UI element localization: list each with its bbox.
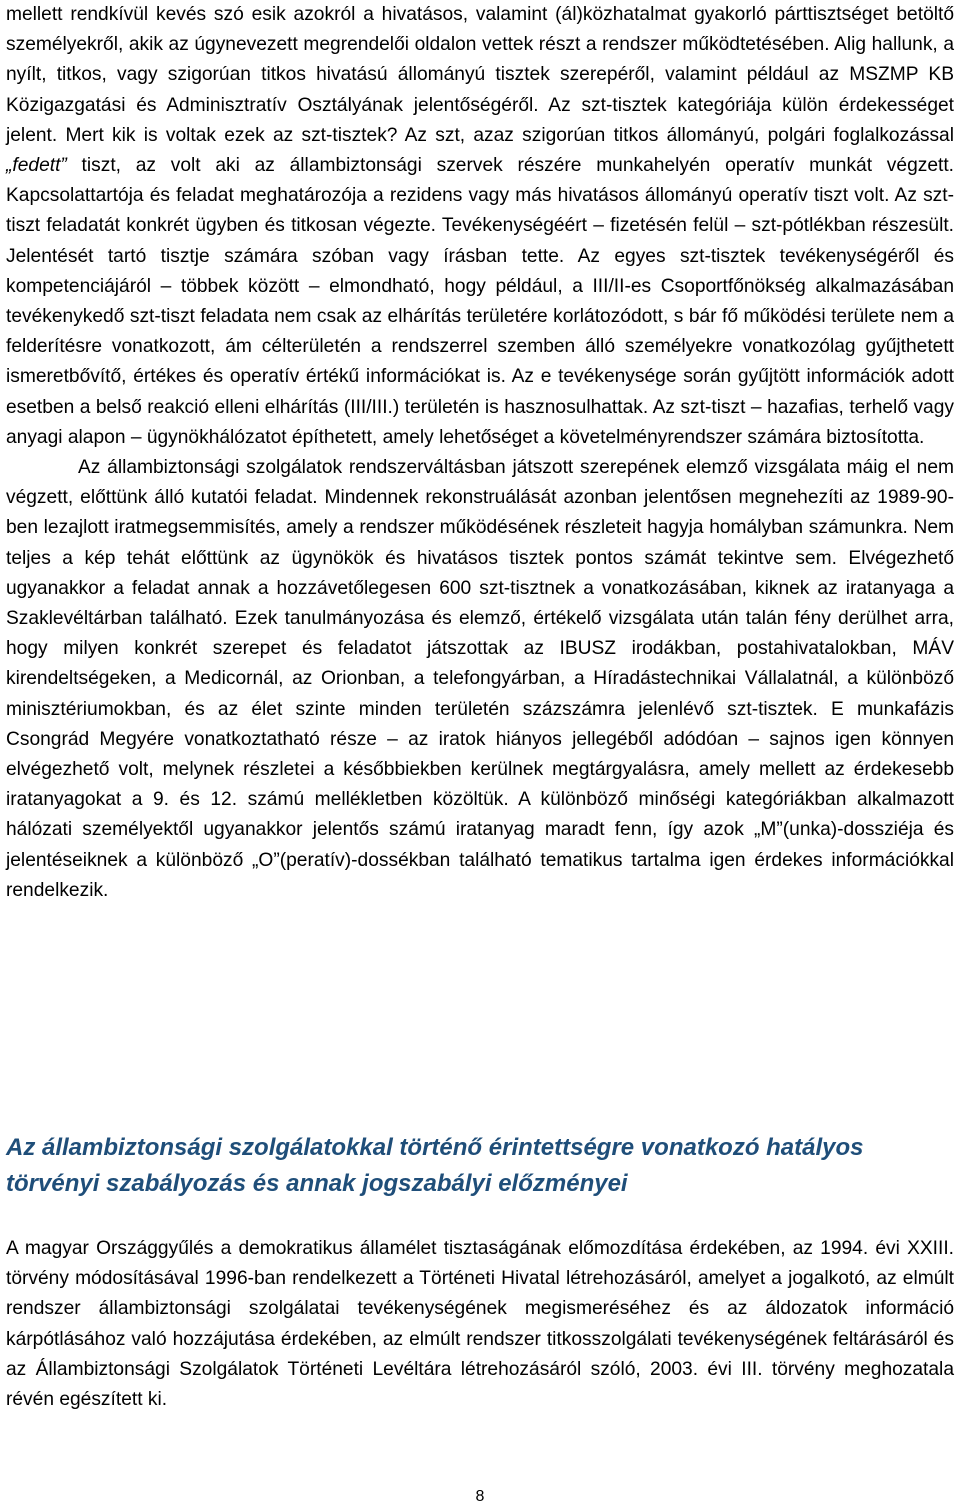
section-heading: Az állambiztonsági szolgálatokkal történő érintettségre vonatkozó hatályos törvényi szabályozás és annak jogszabályi előzményei	[6, 1134, 864, 1197]
body-paragraph-2: A magyar Országgyűlés a demokratikus államélet tisztaságának előmozdítása érdekében, az 1994. évi XXIII. törvény módosításával 1996-ban rendelkezett a Történeti Hivatal létrehozásáról, amelyet a jogalkotó, az elmúlt rendszer állambiztonsági szolgálatai tevékenységének megismeréséhez és az áldozatok információ kárpótlásához való hozzájutása érdekében, az elmúlt rendszer titkosszolgálati tevékenységének feltárásáról és az Állambiztonsági Szolgálatok Történeti Levéltára létrehozásáról szóló, 2003. évi III. törvény meghozatala révén egészített ki.	[6, 1238, 954, 1411]
paragraph-1-italic-term: „fedett”	[6, 155, 67, 177]
paragraph-1-text-c: Az állambiztonsági szolgálatok rendszerváltásban játszott szerepének elemző vizsgálata máig el nem végzett, előttünk álló kutatói feladat. Mindennek rekonstruálását azonban jelentősen megnehezíti az 1989-90-ben lezajlott iratmegsemmisítés, amely a rendszer működésének részleteit hagyja homályban számunkra. Nem teljes a kép tehát előttünk az ügynökök és hivatásos tisztek pontos számát tekintve sem. Elvégezhető ugyanakkor a feladat annak a hozzávetőlegesen 600 szt-tisztnek a vonatkozásában, kiknek az iratanyaga a Szaklevéltárban található. Ezek tanulmányozása és elemző, értékelő vizsgálata után talán fény derülhet arra, hogy milyen konkrét szerepet és feladatot játszottak az IBUSZ irodákban, postahivatalokban, MÁV kirendeltségeken, a Medicornál, az Orionban, a telefongyárban, a Híradástechnikai Vállalatnál, a különböző minisztériumokban, és az élet szinte minden területén százszámra jelenlévő szt-tisztek. E munkafázis Csongrád Megyére vonatkoztatható része – az iratok hiányos jellegéből adódóan – sajnos igen könnyen elvégezhető volt, melynek részletei a későbbiekben kerülnek megtárgyalásra, amely mellett az érdekesebb iratanyagokat a 9. és 12. számú mellékletben közöltük. A különböző minőségi kategóriákban alkalmazott hálózati személyektől ugyanakkor jelentős számú iratanyag maradt fenn, így azok „M”(unka)-dossziéja és jelentéseiknek a különböző „O”(peratív)-dossékban található tematikus tartalma igen érdekes információkkal rendelkezik.	[6, 457, 954, 901]
paragraph-1-text-a: mellett rendkívül kevés szó esik azokról a hivatásos, valamint (ál)közhatalmat gyakorló párttisztséget betöltő személyekről, akik az úgynevezett megrendelői oldalon vettek részt a rendszer működtetésében. Alig hallunk, a nyílt, titkos, vagy szigorúan titkos hivatású állományú tisztek szerepéről, valamint például az MSZMP KB Közigazgatási és Adminisztratív Osztályának jelentőségéről. Az szt-tisztek kategóriája külön érdekességet jelent. Mert kik is voltak ezek az szt-tisztek? Az szt, azaz szigorúan titkos állományú, polgári foglalkozással	[6, 4, 954, 146]
page-number: 8	[475, 1488, 485, 1505]
body-paragraph-1	[6, 0, 954, 906]
paragraph-1-text-b: tiszt, az volt aki az állambiztonsági szervek részére munkahelyén operatív munkát végzett. Kapcsolattartója és feladat meghatározója a rezidens vagy más hivatásos állományú operatív tiszt volt. Az szt-tiszt feladatát konkrét ügyben és titkosan végezte. Tevékenységéért – fizetésén felül – szt-pótlékban részesült. Jelentését tartó tisztje számára szóban vagy írásban tette. Az egyes szt-tisztek tevékenységéről és kompetenciájáról – többek között – elmondható, hogy például, a III/II-es Csoportfőnökség alkalmazásában tevékenykedő szt-tiszt feladata nem csak az elhárítás területére korlátozódott, s bár fő működési területe nem a felderítésre vonatkozott, ám célterületén a rendszerrel szemben álló személyekre vonatkozólag gyűjthetett ismeretbővítő, értékes és operatív értékű információkat is. Az e tevékenysége során gyűjtött információk adott esetben a belső reakció elleni elhárítás (III/III.) területén is hasznosulhattak. Az szt-tiszt – hazafias, terhelő vagy anyagi alapon – ügynökhálózatot építhetett, amely lehetőséget a követelményrendszer számára biztosította.	[6, 155, 954, 448]
document-page	[6, 0, 954, 1511]
